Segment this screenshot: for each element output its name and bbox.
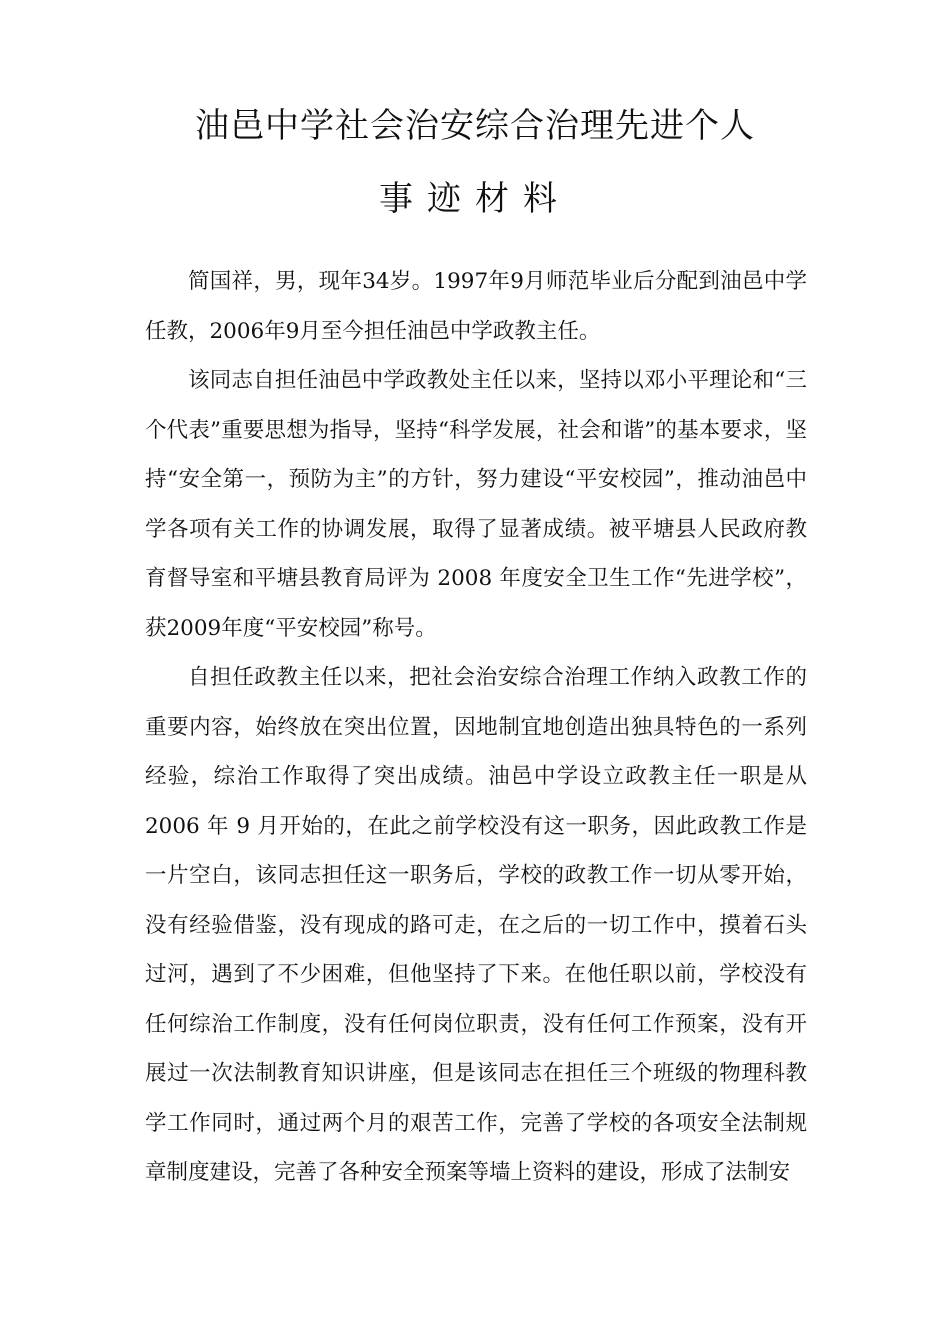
document-title: 油邑中学社会治安综合治理先进个人: [195, 106, 755, 146]
document-body: [145, 257, 807, 1198]
document-subtitle: 事迹材料: [379, 179, 571, 219]
paragraph-intro: 简国祥，男，现年34岁。1997年9月师范毕业后分配到油邑中学任教，2006年9月至今担任油邑中学政教主任。: [145, 269, 807, 344]
paragraph-achievements: 该同志自担任油邑中学政教处主任以来，坚持以邓小平理论和“三个代表”重要思想为指导，坚持“科学发展，社会和谐”的基本要求，坚持“安全第一，预防为主”的方针，努力建设“平安校园”，推动油邑中学各项有关工作的协调发展，取得了显著成绩。被平塘县人民政府教育督导室和平塘县教育局评为 2008 年度安全卫生工作“先进学校”，获2009年度“平安校园”称号。: [145, 368, 808, 641]
paragraph-work-details: 自担任政教主任以来，把社会治安综合治理工作纳入政教工作的重要内容，始终放在突出位置，因地制宜地创造出独具特色的一系列经验，综治工作取得了突出成绩。油邑中学设立政教主任一职是从2006 年 9 月开始的，在此之前学校没有这一职务，因此政教工作是一片空白，该同志担任这一职务后，学校的政教工作一切从零开始，没有经验借鉴，没有现成的路可走，在之后的一切工作中，摸着石头过河，遇到了不少困难，但他坚持了下来。在他任职以前，学校没有任何综治工作制度，没有任何岗位职责，没有任何工作预案，没有开展过一次法制教育知识讲座，但是该同志在担任三个班级的物理科教学工作同时，通过两个月的艰苦工作，完善了学校的各项安全法制规章制度建设，完善了各种安全预案等墙上资料的建设，形成了法制安: [145, 665, 807, 1185]
